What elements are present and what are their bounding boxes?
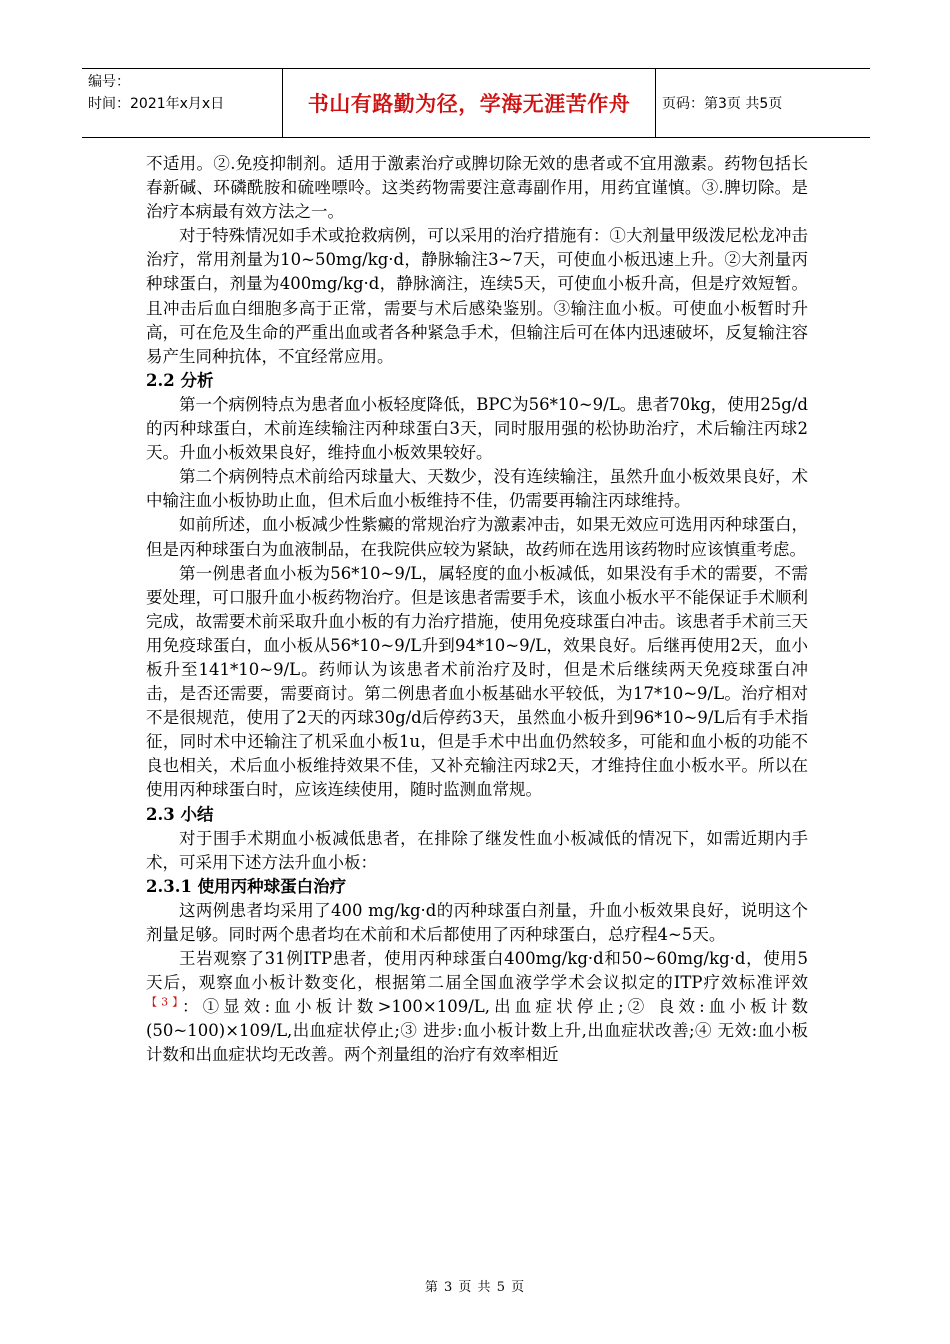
paragraph: 第二个病例特点术前给丙球量大、天数少，没有连续输注，虽然升血小板效果良好，术中输注血小板协助止血，但术后血小板维持不佳，仍需要再输注丙球维持。: [146, 467, 808, 511]
header-page-number: 页码：第3页 共5页: [662, 96, 783, 112]
section-heading-2-2: 2.2 分析: [146, 370, 214, 390]
paragraph: 第一个病例特点为患者血小板轻度降低，BPC为56*10~9/L。患者70kg，使用25g/d的丙种球蛋白，术前连续输注丙种球蛋白3天，同时服用强的松协助治疗，术后输注丙球2天。升血小板效果良好，维持血小板效果较好。: [146, 394, 808, 463]
document-number-label: 编号：: [88, 74, 130, 90]
section-heading-2-3-1: 2.3.1 使用丙种球蛋白治疗: [146, 876, 347, 896]
paragraph: 这两例患者均采用了400 mg/kg·d的丙种球蛋白剂量，升血小板效果良好，说明这个剂量足够。同时两个患者均在术前和术后都使用了丙种球蛋白，总疗程4~5天。: [146, 900, 808, 944]
paragraph: 对于特殊情况如手术或抢救病例，可以采用的治疗措施有：①大剂量甲级泼尼松龙冲击治疗，常用剂量为10~50mg/kg·d，静脉输注3~7天，可使血小板迅速上升。②大剂量丙种球蛋白，剂量为400mg/kg·d，静脉滴注，连续5天，可使血小板升高，但是疗效短暂。且冲击后血白细胞多高于正常，需要与术后感染鉴别。③输注血小板。可使血小板暂时升高，可在危及生命的严重出血或者各种紧急手术，但输注后可在体内迅速破坏，反复输注容易产生同种抗体，不宜经常应用。: [146, 226, 808, 366]
document-date-label: 时间：2021年x月x日: [88, 96, 225, 112]
document-body: [146, 152, 808, 1068]
paragraph: 对于围手术期血小板减低患者，在排除了继发性血小板减低的情况下，如需近期内手术，可采用下述方法升血小板：: [146, 828, 808, 872]
header-motto: 书山有路勤为径，学海无涯苦作舟: [282, 69, 656, 137]
paragraph-text: ：①显效:血小板计数>100×109/L,出血症状停止;② 良效:血小板计数(50~100)×109/L,出血症状停止;③ 进步:血小板计数上升,出血症状改善;④ 无效:血小板计数和出血症状均无改善。两个剂量组的治疗有效率相近: [146, 997, 808, 1065]
page-footer: 第 3 页 共 5 页: [424, 1280, 526, 1295]
paragraph: 第一例患者血小板为56*10~9/L，属轻度的血小板减低，如果没有手术的需要，不需要处理，可口服升血小板药物治疗。但是该患者需要手术，该血小板水平不能保证手术顺利完成，故需要术前采取升血小板的有力治疗措施，使用免疫球蛋白冲击。该患者手术前三天用免疫球蛋白，血小板从56*10~9/L升到94*10~9/L，效果良好。后继再使用2天，血小板升至141*10~9/L。药师认为该患者术前治疗及时，但是术后继续两天免疫球蛋白冲击，是否还需要，需要商讨。第二例患者血小板基础水平较低，为17*10~9/L。治疗相对不是很规范，使用了2天的丙球30g/d后停药3天，虽然血小板升到96*10~9/L后有手术指征，同时术中还输注了机采血小板1u，但是手术中出血仍然较多，可能和血小板的功能不良也相关，术后血小板维持效果不佳，又补充输注丙球2天，才维持住血小板水平。所以在使用丙种球蛋白时，应该连续使用，随时监测血常规。: [146, 563, 808, 800]
section-heading-2-3: 2.3 小结: [146, 804, 214, 824]
paragraph: 如前所述，血小板减少性紫癜的常规治疗为激素冲击，如果无效应可选用丙种球蛋白，但是丙种球蛋白为血液制品，在我院供应较为紧缺，故药师在选用该药物时应该慎重考虑。: [146, 515, 808, 559]
paragraph-text: 王岩观察了31例ITP患者，使用丙种球蛋白400mg/kg·d和50~60mg/kg·d，使用5天后，观察血小板计数变化，根据第二届全国血液学学术会议拟定的ITP疗效标准评效: [146, 949, 808, 993]
header-meta: [82, 69, 282, 137]
paragraph: 不适用。②.免疫抑制剂。适用于激素治疗或脾切除无效的患者或不宜用激素。药物包括长春新碱、环磷酰胺和硫唑嘌呤。这类药物需要注意毒副作用，用药宜谨慎。③.脾切除。是治疗本病最有效方法之一。: [146, 154, 808, 222]
page-header: [82, 68, 870, 138]
paragraph: [146, 947, 808, 1067]
citation-marker: 【3】: [146, 995, 182, 1009]
